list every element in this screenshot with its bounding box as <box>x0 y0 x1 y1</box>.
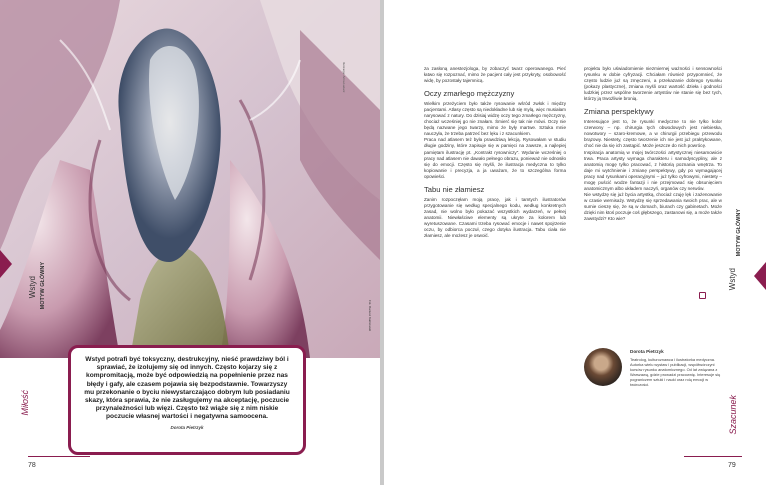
column-1 <box>424 66 566 239</box>
author-name: Dorota Pietrzyk <box>630 349 664 354</box>
section-marker-left <box>0 250 12 278</box>
col1-paragraph-1: Wielkim przeżyciem było także rysowanie wśród zwłok i między pacjentami. Atlasy często są niedokładne lub się mylą, więc musiałam narysować z natury. Do dzisiaj widzę oczy tego zmarłego mężczyzny, chociaż wcześniej go nie znałam. Śmierć się tak nie mówi. Oczy nie będą nazwane jego twarzy, mimo że były martwe. Sztuka mnie nauczyła, że trzeba patrzeć bez lęku i z szacunkiem. <box>424 101 566 137</box>
author-avatar <box>584 348 622 386</box>
footer-section-left: Miłość <box>20 390 30 416</box>
col2-paragraph-2: Inspiracja anatomią w mojej twórczości artystycznej niesamowicie trwa. Praca artysty wymaga charakteru i samodyscypliny, ale z anatomią mogę tylko pracować, z historią poznania wnętrza. To daje mi wytchnienie i zmianę perspektywy, gdy po wymagającej pracy nad rysunkami operacyjnymi – już tylko cyfrowymi, niestety – mogę puścić wodze fantazji i nie przejmować się obsunięciem anatomicznym albo układem naczyń, organów czy nerwów. <box>584 149 722 191</box>
pull-quote <box>68 345 306 455</box>
pull-quote-text: Wstyd potrafi być toksyczny, destrukcyjny, nieść prawdziwy ból i sprawiać, że izolujemy się od innych. Często kojarzy się z kompromitacją, może być odpowiedzią na popełnienie przez nas błędy i gafy, ale czasem pojawia się bezpodstawnie. Towarzyszy mu przekonanie o byciu niewystarczająco dobrym lub posiadaniu skazy, która sprawia, że nie zasługujemy na akceptację, poczucie przynależności lub więzi. Często też wiąże się z nim niskie poczucie własnej wartości i negatywna samoocena. <box>84 356 290 421</box>
col2-intro: projektu było uświadomienie niezmiernej ważności i sensowności rysunku w dobie cyfryzacji. Chciałam również przypomnieć, że często ludzie już są zmęczeni, a przekazanie dobrego rysunku (pokazy plastyczne), zmiana myśli oraz wartość dzieła i godności ludzkiej przez wspólne tworzenie artystów nie stanie się bez tych, którzy ją trwożliwie bronią. <box>584 66 722 102</box>
col2-paragraph-3: Nie wstydzę się już bycia artystką, chociaż czuję lęk i zażenowanie w czasie wernisaży. Wstydzę się sprzedawania swoich prac, ale w sumie cieszę się, że są w domach, biurach czy gabinetach. Może dzięki nim ktoś poczuje coś głębszego, zastanowi się, a może także zawstydzi? Kto wie? <box>584 191 722 222</box>
column-2 <box>584 66 722 222</box>
left-page <box>0 0 380 485</box>
col1-intro: za zasłoną anestezjologa, by zobaczyć twarz operowanego. Pieć łatwo się rozpoznać, mimo że pacjent cały jest przykryty, osobowość widę, by pozostały tajemnicą. <box>424 66 566 84</box>
col1-heading-1: Oczy zmarłego mężczyzny <box>424 89 515 99</box>
pull-quote-author: Dorota Pietrzyk <box>170 424 204 430</box>
side-tab-right <box>726 209 752 260</box>
page-number-right: 79 <box>728 462 736 469</box>
footer-rule-left <box>28 456 90 457</box>
col2-heading-1: Zmiana perspektywy <box>584 107 654 117</box>
footer-section-right: Szacunek <box>728 395 738 435</box>
tab-label-right: MOTYW GŁÓWNY <box>736 209 742 257</box>
tab-label-left: MOTYW GŁÓWNY <box>40 262 46 310</box>
col1-paragraph-2: Praca nad atlasem też była prawdziwą lekcją. Rysowałam w studiu długie godziny, które zapisuje się w pamięci na zawsze, a najlepiej pamiętam ilustrację pt. „Kontrakt rysowniczy”. Wydanie wcześniej o pracy nad atlasem nie dawało pełnego obrazu, ponieważ nie odnosiło się do emocji. Często się myśli, że ilustracja medyczna to tylko kopiowanie i precyzja, a ja uważam, że to szczególna forma opowieści. <box>424 137 566 179</box>
author-bio: Teatrolog, kulturoznawca i ilustratorka medyczna. Autorka wielu wystaw i publikacji, współtwórczyni kursów rysunku anatomicznego. Od lat związana z Warszawą, gdzie prowadzi pracownię. Interesuje się pograniczem sztuki i nauki oraz rolą emocji w twórczości. <box>630 357 721 388</box>
section-label-right: Wstyd <box>728 268 737 291</box>
right-page <box>368 0 766 485</box>
illustration-credit: Ilustracja: Anna Łazarz <box>342 62 346 93</box>
photo-credit: Fot. Dariusz Kalinowski <box>368 300 372 332</box>
artwork-illustration <box>0 0 380 358</box>
col1-heading-2: Tabu nie złamiesz <box>424 184 485 194</box>
page-number-left: 78 <box>28 462 36 469</box>
col2-paragraph-1: Interesujące jest to, że rysunki medyczne to nie tylko kolor czerwony – np. chirurgia tych obwodowych jest niebieska, nowotwory – szaro-kremowe, a w chirurgii przebiegu przewodu brązowy. Niestety, często tworzenie ich nie jest już praktykowane, choć nie da się ich zastąpić. Może jeszcze do nich powrócę. <box>584 119 722 149</box>
section-marker-right <box>754 262 766 290</box>
end-mark-icon <box>699 292 706 299</box>
col1-paragraph-3: Zanim rozpoczęłam moją pracę, jak i tamtych ilustratorów przygotowanie się według specjalnego kodu, według konkretnych zasad, nie wolno było pokazać wszystkich wydarzeń, w pełnej anatomii. Niewłaściwe elementy są ukryte za kolorem lub wyretuszowane. Czasami trzeba rysować emocje i nawet spojrzenie oczu, by odbiorca poczuł, czego dotyka ilustracja. Tabu ciała nie złamiesz, ale możesz je oswoić. <box>424 196 566 239</box>
section-label-left: Wstyd <box>28 276 37 299</box>
footer-rule-right <box>684 456 742 457</box>
